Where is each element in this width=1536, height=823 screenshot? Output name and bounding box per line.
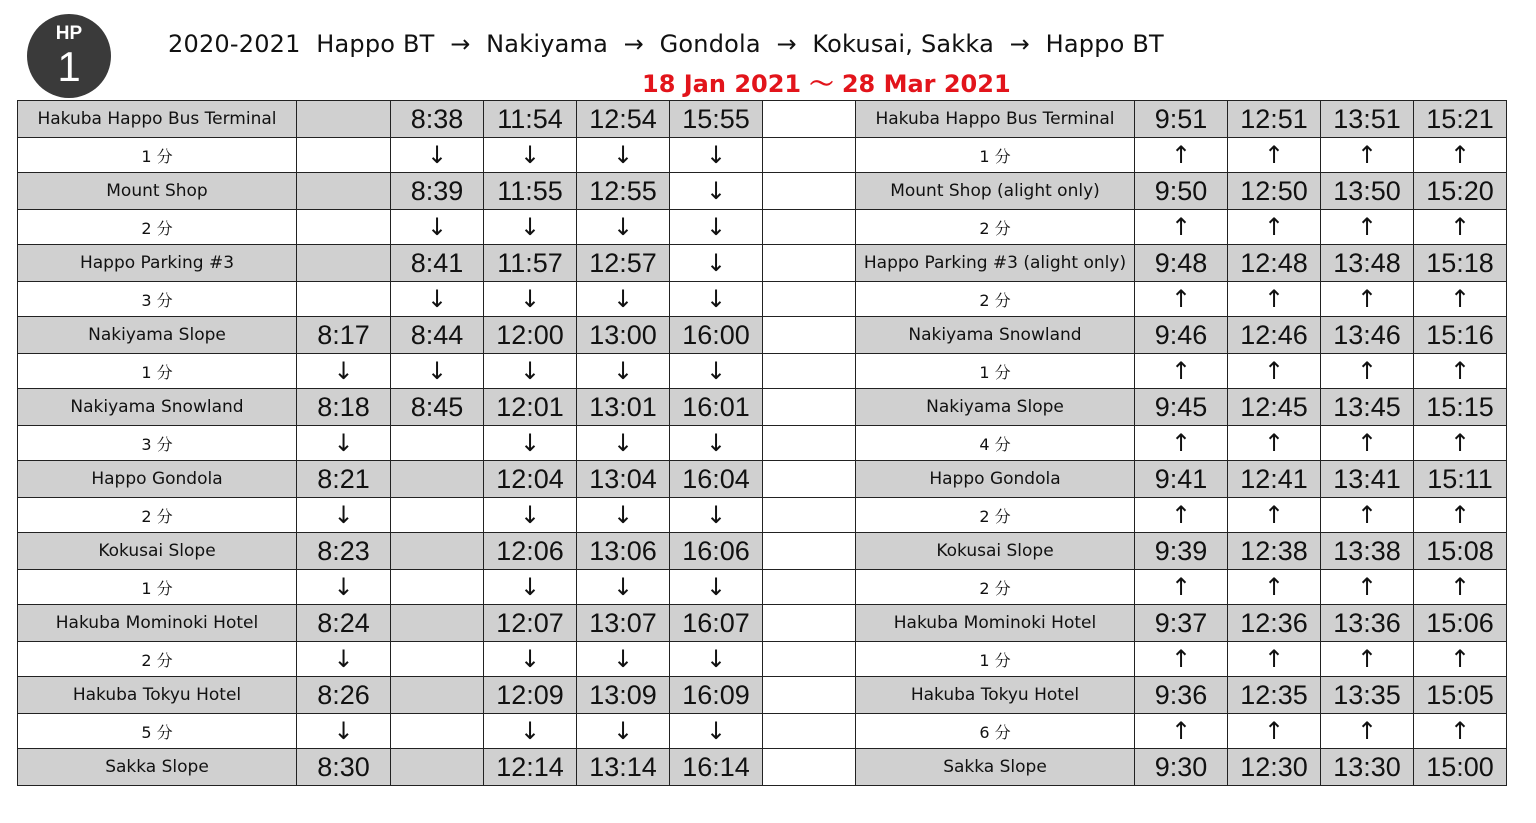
up-arrow-icon: ↑ (1414, 498, 1507, 533)
outbound-time: 8:38 (391, 101, 484, 138)
inbound-travel-time: 2 分 (856, 498, 1135, 533)
inbound-time: 9:39 (1135, 533, 1228, 570)
outbound-time (297, 173, 391, 210)
outbound-time: 13:00 (577, 317, 670, 354)
inbound-stop-name: Hakuba Tokyu Hotel (856, 677, 1135, 714)
down-arrow-icon: ↓ (391, 210, 484, 245)
outbound-time (297, 101, 391, 138)
empty-cell (391, 426, 484, 461)
gap-row (18, 354, 1507, 389)
down-arrow-icon: ↓ (297, 570, 391, 605)
down-arrow-icon: ↓ (577, 570, 670, 605)
inbound-time: 15:21 (1414, 101, 1507, 138)
down-arrow-icon: ↓ (484, 498, 577, 533)
inbound-time: 12:45 (1228, 389, 1321, 426)
column-separator (763, 677, 856, 714)
inbound-time: 13:35 (1321, 677, 1414, 714)
outbound-travel-time: 2 分 (18, 210, 297, 245)
inbound-time: 13:38 (1321, 533, 1414, 570)
outbound-stop-name: Sakka Slope (18, 749, 297, 786)
column-separator (763, 426, 856, 461)
stop-row (18, 461, 1507, 498)
inbound-time: 9:50 (1135, 173, 1228, 210)
up-arrow-icon: ↑ (1414, 426, 1507, 461)
outbound-time (297, 245, 391, 282)
down-arrow-icon: ↓ (670, 426, 763, 461)
inbound-travel-time: 1 分 (856, 642, 1135, 677)
inbound-stop-name: Hakuba Happo Bus Terminal (856, 101, 1135, 138)
inbound-stop-name: Nakiyama Snowland (856, 317, 1135, 354)
stop-row (18, 173, 1507, 210)
up-arrow-icon: ↑ (1414, 210, 1507, 245)
outbound-time: 13:14 (577, 749, 670, 786)
inbound-time: 15:00 (1414, 749, 1507, 786)
column-separator (763, 354, 856, 389)
inbound-time: 12:36 (1228, 605, 1321, 642)
up-arrow-icon: ↑ (1228, 498, 1321, 533)
inbound-time: 12:46 (1228, 317, 1321, 354)
inbound-stop-name: Sakka Slope (856, 749, 1135, 786)
column-separator (763, 389, 856, 426)
inbound-time: 15:16 (1414, 317, 1507, 354)
outbound-time: 12:06 (484, 533, 577, 570)
outbound-time (391, 461, 484, 498)
outbound-time: 13:06 (577, 533, 670, 570)
up-arrow-icon: ↑ (1135, 210, 1228, 245)
outbound-time: 16:06 (670, 533, 763, 570)
down-arrow-icon: ↓ (670, 138, 763, 173)
column-separator (763, 461, 856, 498)
down-arrow-icon: ↓ (670, 570, 763, 605)
outbound-travel-time: 2 分 (18, 642, 297, 677)
down-arrow-icon: ↓ (297, 426, 391, 461)
up-arrow-icon: ↑ (1321, 138, 1414, 173)
stop-row (18, 317, 1507, 354)
route-badge-label: HP (55, 23, 83, 44)
up-arrow-icon: ↑ (1414, 642, 1507, 677)
column-separator (763, 605, 856, 642)
inbound-stop-name: Happo Parking #3 (alight only) (856, 245, 1135, 282)
up-arrow-icon: ↑ (1321, 714, 1414, 749)
inbound-time: 9:51 (1135, 101, 1228, 138)
outbound-time: 16:09 (670, 677, 763, 714)
stop-row (18, 677, 1507, 714)
down-arrow-icon: ↓ (670, 210, 763, 245)
outbound-time: 16:14 (670, 749, 763, 786)
outbound-time: 15:55 (670, 101, 763, 138)
outbound-travel-time: 2 分 (18, 498, 297, 533)
inbound-stop-name: Kokusai Slope (856, 533, 1135, 570)
down-arrow-icon: ↓ (577, 210, 670, 245)
inbound-time: 15:06 (1414, 605, 1507, 642)
down-arrow-icon: ↓ (577, 714, 670, 749)
up-arrow-icon: ↑ (1135, 426, 1228, 461)
inbound-time: 13:51 (1321, 101, 1414, 138)
outbound-time: 16:04 (670, 461, 763, 498)
column-separator (763, 317, 856, 354)
up-arrow-icon: ↑ (1321, 498, 1414, 533)
outbound-time: 12:14 (484, 749, 577, 786)
up-arrow-icon: ↑ (1321, 282, 1414, 317)
column-separator (763, 642, 856, 677)
outbound-time: 11:55 (484, 173, 577, 210)
up-arrow-icon: ↑ (1228, 138, 1321, 173)
up-arrow-icon: ↑ (1228, 210, 1321, 245)
page-title: 2020-2021 Happo BT → Nakiyama → Gondola → Kokusai, Sakka → Happo BT (168, 30, 1164, 58)
outbound-time: 8:44 (391, 317, 484, 354)
inbound-time: 15:11 (1414, 461, 1507, 498)
stop-row (18, 101, 1507, 138)
outbound-stop-name: Happo Gondola (18, 461, 297, 498)
outbound-time (391, 605, 484, 642)
gap-row (18, 642, 1507, 677)
column-separator (763, 245, 856, 282)
gap-row (18, 282, 1507, 317)
outbound-time: 13:01 (577, 389, 670, 426)
inbound-travel-time: 1 分 (856, 138, 1135, 173)
down-arrow-icon: ↓ (484, 714, 577, 749)
down-arrow-icon: ↓ (577, 498, 670, 533)
inbound-time: 9:46 (1135, 317, 1228, 354)
outbound-time: 8:18 (297, 389, 391, 426)
down-arrow-icon: ↓ (297, 642, 391, 677)
outbound-time: 13:07 (577, 605, 670, 642)
up-arrow-icon: ↑ (1321, 642, 1414, 677)
inbound-time: 12:48 (1228, 245, 1321, 282)
gap-row (18, 210, 1507, 245)
route-badge (27, 14, 111, 98)
up-arrow-icon: ↑ (1321, 210, 1414, 245)
down-arrow-icon: ↓ (577, 282, 670, 317)
down-arrow-icon: ↓ (670, 714, 763, 749)
inbound-time: 12:50 (1228, 173, 1321, 210)
stop-row (18, 749, 1507, 786)
down-arrow-icon: ↓ (484, 426, 577, 461)
up-arrow-icon: ↑ (1414, 570, 1507, 605)
inbound-travel-time: 2 分 (856, 282, 1135, 317)
down-arrow-icon: ↓ (391, 354, 484, 389)
outbound-travel-time: 1 分 (18, 138, 297, 173)
down-arrow-icon: ↓ (670, 245, 763, 282)
inbound-time: 13:48 (1321, 245, 1414, 282)
column-separator (763, 533, 856, 570)
inbound-time: 12:51 (1228, 101, 1321, 138)
outbound-time: 12:07 (484, 605, 577, 642)
down-arrow-icon: ↓ (391, 138, 484, 173)
empty-cell (297, 282, 391, 317)
outbound-travel-time: 5 分 (18, 714, 297, 749)
inbound-time: 13:45 (1321, 389, 1414, 426)
inbound-stop-name: Hakuba Mominoki Hotel (856, 605, 1135, 642)
outbound-time (391, 749, 484, 786)
outbound-time: 8:41 (391, 245, 484, 282)
up-arrow-icon: ↑ (1414, 714, 1507, 749)
inbound-time: 12:41 (1228, 461, 1321, 498)
column-separator (763, 498, 856, 533)
inbound-time: 9:48 (1135, 245, 1228, 282)
inbound-stop-name: Nakiyama Slope (856, 389, 1135, 426)
route-badge-number: 1 (57, 43, 81, 90)
timetable (17, 100, 1507, 786)
down-arrow-icon: ↓ (577, 426, 670, 461)
inbound-time: 15:05 (1414, 677, 1507, 714)
empty-cell (391, 570, 484, 605)
up-arrow-icon: ↑ (1321, 354, 1414, 389)
down-arrow-icon: ↓ (577, 354, 670, 389)
outbound-time: 12:04 (484, 461, 577, 498)
down-arrow-icon: ↓ (670, 173, 763, 210)
down-arrow-icon: ↓ (484, 642, 577, 677)
down-arrow-icon: ↓ (484, 570, 577, 605)
down-arrow-icon: ↓ (484, 282, 577, 317)
outbound-time: 12:57 (577, 245, 670, 282)
down-arrow-icon: ↓ (391, 282, 484, 317)
stop-row (18, 533, 1507, 570)
column-separator (763, 749, 856, 786)
inbound-travel-time: 2 分 (856, 210, 1135, 245)
up-arrow-icon: ↑ (1414, 138, 1507, 173)
outbound-time: 12:54 (577, 101, 670, 138)
outbound-time: 12:00 (484, 317, 577, 354)
up-arrow-icon: ↑ (1228, 570, 1321, 605)
inbound-travel-time: 4 分 (856, 426, 1135, 461)
inbound-travel-time: 1 分 (856, 354, 1135, 389)
outbound-travel-time: 1 分 (18, 570, 297, 605)
stop-row (18, 245, 1507, 282)
outbound-time (391, 533, 484, 570)
outbound-time: 8:26 (297, 677, 391, 714)
column-separator (763, 210, 856, 245)
empty-cell (391, 714, 484, 749)
down-arrow-icon: ↓ (577, 138, 670, 173)
empty-cell (391, 498, 484, 533)
outbound-stop-name: Hakuba Tokyu Hotel (18, 677, 297, 714)
gap-row (18, 138, 1507, 173)
outbound-stop-name: Hakuba Happo Bus Terminal (18, 101, 297, 138)
outbound-travel-time: 1 分 (18, 354, 297, 389)
up-arrow-icon: ↑ (1321, 426, 1414, 461)
down-arrow-icon: ↓ (670, 282, 763, 317)
column-separator (763, 714, 856, 749)
gap-row (18, 570, 1507, 605)
inbound-time: 13:41 (1321, 461, 1414, 498)
outbound-stop-name: Happo Parking #3 (18, 245, 297, 282)
down-arrow-icon: ↓ (297, 498, 391, 533)
inbound-time: 15:15 (1414, 389, 1507, 426)
up-arrow-icon: ↑ (1135, 498, 1228, 533)
inbound-time: 9:37 (1135, 605, 1228, 642)
inbound-stop-name: Mount Shop (alight only) (856, 173, 1135, 210)
outbound-time: 8:21 (297, 461, 391, 498)
inbound-time: 13:50 (1321, 173, 1414, 210)
outbound-time: 12:01 (484, 389, 577, 426)
outbound-stop-name: Hakuba Mominoki Hotel (18, 605, 297, 642)
up-arrow-icon: ↑ (1135, 138, 1228, 173)
stop-row (18, 605, 1507, 642)
stop-row (18, 389, 1507, 426)
inbound-time: 9:30 (1135, 749, 1228, 786)
outbound-stop-name: Mount Shop (18, 173, 297, 210)
down-arrow-icon: ↓ (297, 354, 391, 389)
outbound-time: 8:39 (391, 173, 484, 210)
column-separator (763, 138, 856, 173)
up-arrow-icon: ↑ (1414, 282, 1507, 317)
outbound-time: 13:09 (577, 677, 670, 714)
outbound-time: 16:07 (670, 605, 763, 642)
column-separator (763, 282, 856, 317)
outbound-time: 11:54 (484, 101, 577, 138)
outbound-time: 8:24 (297, 605, 391, 642)
inbound-time: 15:20 (1414, 173, 1507, 210)
up-arrow-icon: ↑ (1135, 642, 1228, 677)
inbound-stop-name: Happo Gondola (856, 461, 1135, 498)
up-arrow-icon: ↑ (1321, 570, 1414, 605)
outbound-travel-time: 3 分 (18, 282, 297, 317)
column-separator (763, 173, 856, 210)
up-arrow-icon: ↑ (1414, 354, 1507, 389)
outbound-time: 8:23 (297, 533, 391, 570)
up-arrow-icon: ↑ (1135, 570, 1228, 605)
column-separator (763, 570, 856, 605)
date-range: 18 Jan 2021 〜 28 Mar 2021 (642, 70, 1011, 98)
up-arrow-icon: ↑ (1228, 354, 1321, 389)
up-arrow-icon: ↑ (1228, 642, 1321, 677)
outbound-stop-name: Kokusai Slope (18, 533, 297, 570)
up-arrow-icon: ↑ (1135, 282, 1228, 317)
down-arrow-icon: ↓ (484, 210, 577, 245)
inbound-time: 13:36 (1321, 605, 1414, 642)
outbound-time: 13:04 (577, 461, 670, 498)
outbound-time: 11:57 (484, 245, 577, 282)
down-arrow-icon: ↓ (670, 354, 763, 389)
up-arrow-icon: ↑ (1135, 354, 1228, 389)
inbound-time: 9:45 (1135, 389, 1228, 426)
column-separator (763, 101, 856, 138)
down-arrow-icon: ↓ (484, 354, 577, 389)
up-arrow-icon: ↑ (1135, 714, 1228, 749)
gap-row (18, 426, 1507, 461)
outbound-travel-time: 3 分 (18, 426, 297, 461)
inbound-time: 9:41 (1135, 461, 1228, 498)
outbound-time: 12:09 (484, 677, 577, 714)
up-arrow-icon: ↑ (1228, 426, 1321, 461)
inbound-time: 12:30 (1228, 749, 1321, 786)
up-arrow-icon: ↑ (1228, 714, 1321, 749)
inbound-time: 15:08 (1414, 533, 1507, 570)
outbound-time: 8:17 (297, 317, 391, 354)
outbound-time: 8:45 (391, 389, 484, 426)
down-arrow-icon: ↓ (484, 138, 577, 173)
gap-row (18, 498, 1507, 533)
empty-cell (297, 138, 391, 173)
inbound-time: 12:38 (1228, 533, 1321, 570)
down-arrow-icon: ↓ (297, 714, 391, 749)
inbound-time: 15:18 (1414, 245, 1507, 282)
outbound-stop-name: Nakiyama Snowland (18, 389, 297, 426)
down-arrow-icon: ↓ (577, 642, 670, 677)
up-arrow-icon: ↑ (1228, 282, 1321, 317)
inbound-time: 13:46 (1321, 317, 1414, 354)
empty-cell (391, 642, 484, 677)
outbound-time: 16:01 (670, 389, 763, 426)
outbound-time: 12:55 (577, 173, 670, 210)
empty-cell (297, 210, 391, 245)
down-arrow-icon: ↓ (670, 498, 763, 533)
outbound-time (391, 677, 484, 714)
inbound-time: 12:35 (1228, 677, 1321, 714)
inbound-time: 13:30 (1321, 749, 1414, 786)
outbound-time: 16:00 (670, 317, 763, 354)
outbound-time: 8:30 (297, 749, 391, 786)
inbound-time: 9:36 (1135, 677, 1228, 714)
inbound-travel-time: 6 分 (856, 714, 1135, 749)
down-arrow-icon: ↓ (670, 642, 763, 677)
outbound-stop-name: Nakiyama Slope (18, 317, 297, 354)
inbound-travel-time: 2 分 (856, 570, 1135, 605)
gap-row (18, 714, 1507, 749)
